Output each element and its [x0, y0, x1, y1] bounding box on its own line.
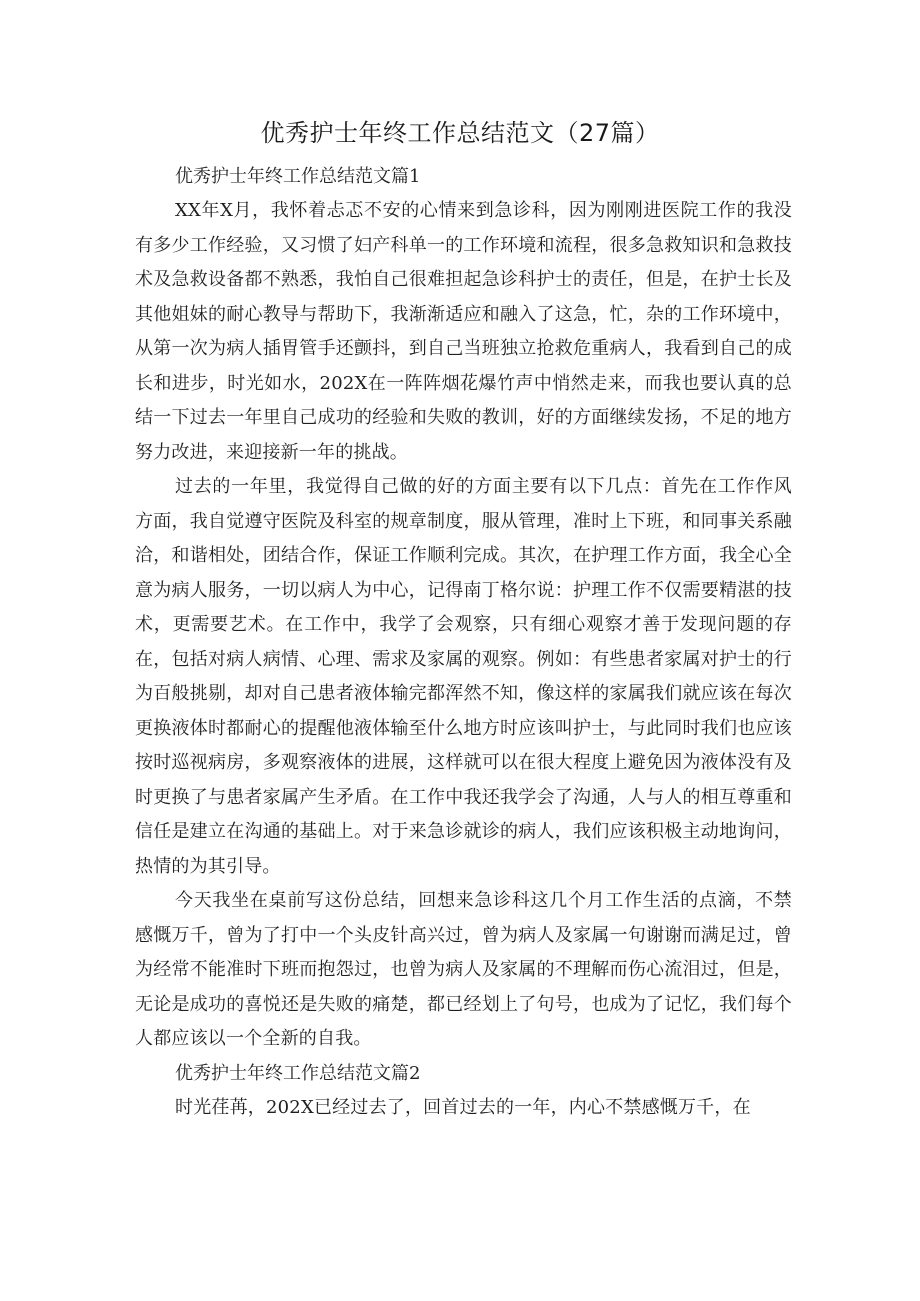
section-heading: 优秀护士年终工作总结范文篇1 — [175, 166, 421, 187]
paragraph: 时光荏苒，202X已经过去了，回首过去的一年，内心不禁感慨万千，在 — [175, 1096, 751, 1118]
section-heading: 优秀护士年终工作总结范文篇2 — [175, 1062, 421, 1084]
document-body — [135, 160, 792, 1125]
paragraph: 今天我坐在桌前写这份总结，回想来急诊科这几个月工作生活的点滴，不禁感慨万千，曾为了打中一个头皮针高兴过，曾为病人及家属一句谢谢而满足过，曾为经常不能准时下班而抱怨过，也曾为病人及家属的不理解而伤心流泪过，但是，无论是成功的喜悦还是失败的痛楚，都已经划上了句号，也成为了记忆，我们每个人都应该以一个全新的自我。 — [135, 890, 792, 1049]
document-title: 优秀护士年终工作总结范文（27篇） — [260, 119, 660, 147]
paragraph: XX年X月，我怀着忐忑不安的心情来到急诊科，因为刚刚进医院工作的我没有多少工作经验，又习惯了妇产科单一的工作环境和流程，很多急救知识和急救技术及急救设备都不熟悉，我怕自己很难担起急诊科护士的责任，但是，在护士长及其他姐妹的耐心教导与帮助下，我渐渐适应和融入了这急，忙，杂的工作环境中，从第一次为病人插胃管手还颤抖，到自己当班独立抢救危重病人，我看到自己的成长和进步，时光如水，202X在一阵阵烟花爆竹声中悄然走来，而我也要认真的总结一下过去一年里自己成功的经验和失败的教训，好的方面继续发扬，不足的地方努力改进，来迎接新一年的挑战。 — [135, 200, 792, 463]
paragraph: 过去的一年里，我觉得自己做的好的方面主要有以下几点：首先在工作作风方面，我自觉遵守医院及科室的规章制度，服从管理，准时上下班，和同事关系融洽，和谐相处，团结合作，保证工作顺利完成。其次，在护理工作方面，我全心全意为病人服务，一切以病人为中心，记得南丁格尔说：护理工作不仅需要精湛的技术，更需要艺术。在工作中，我学了会观察，只有细心观察才善于发现问题的存在，包括对病人病情、心理、需求及家属的观察。例如：有些患者家属对护士的行为百般挑剔，却对自己患者液体输完都浑然不知，像这样的家属我们就应该在每次更换液体时都耐心的提醒他液体输至什么地方时应该叫护士，与此同时我们也应该按时巡视病房，多观察液体的进展，这样就可以在很大程度上避免因为液体没有及时更换了与患者家属产生矛盾。在工作中我还我学会了沟通，人与人的相互尊重和信任是建立在沟通的基础上。对于来急诊就诊的病人，我们应该积极主动地询问，热情的为其引导。 — [135, 476, 792, 877]
